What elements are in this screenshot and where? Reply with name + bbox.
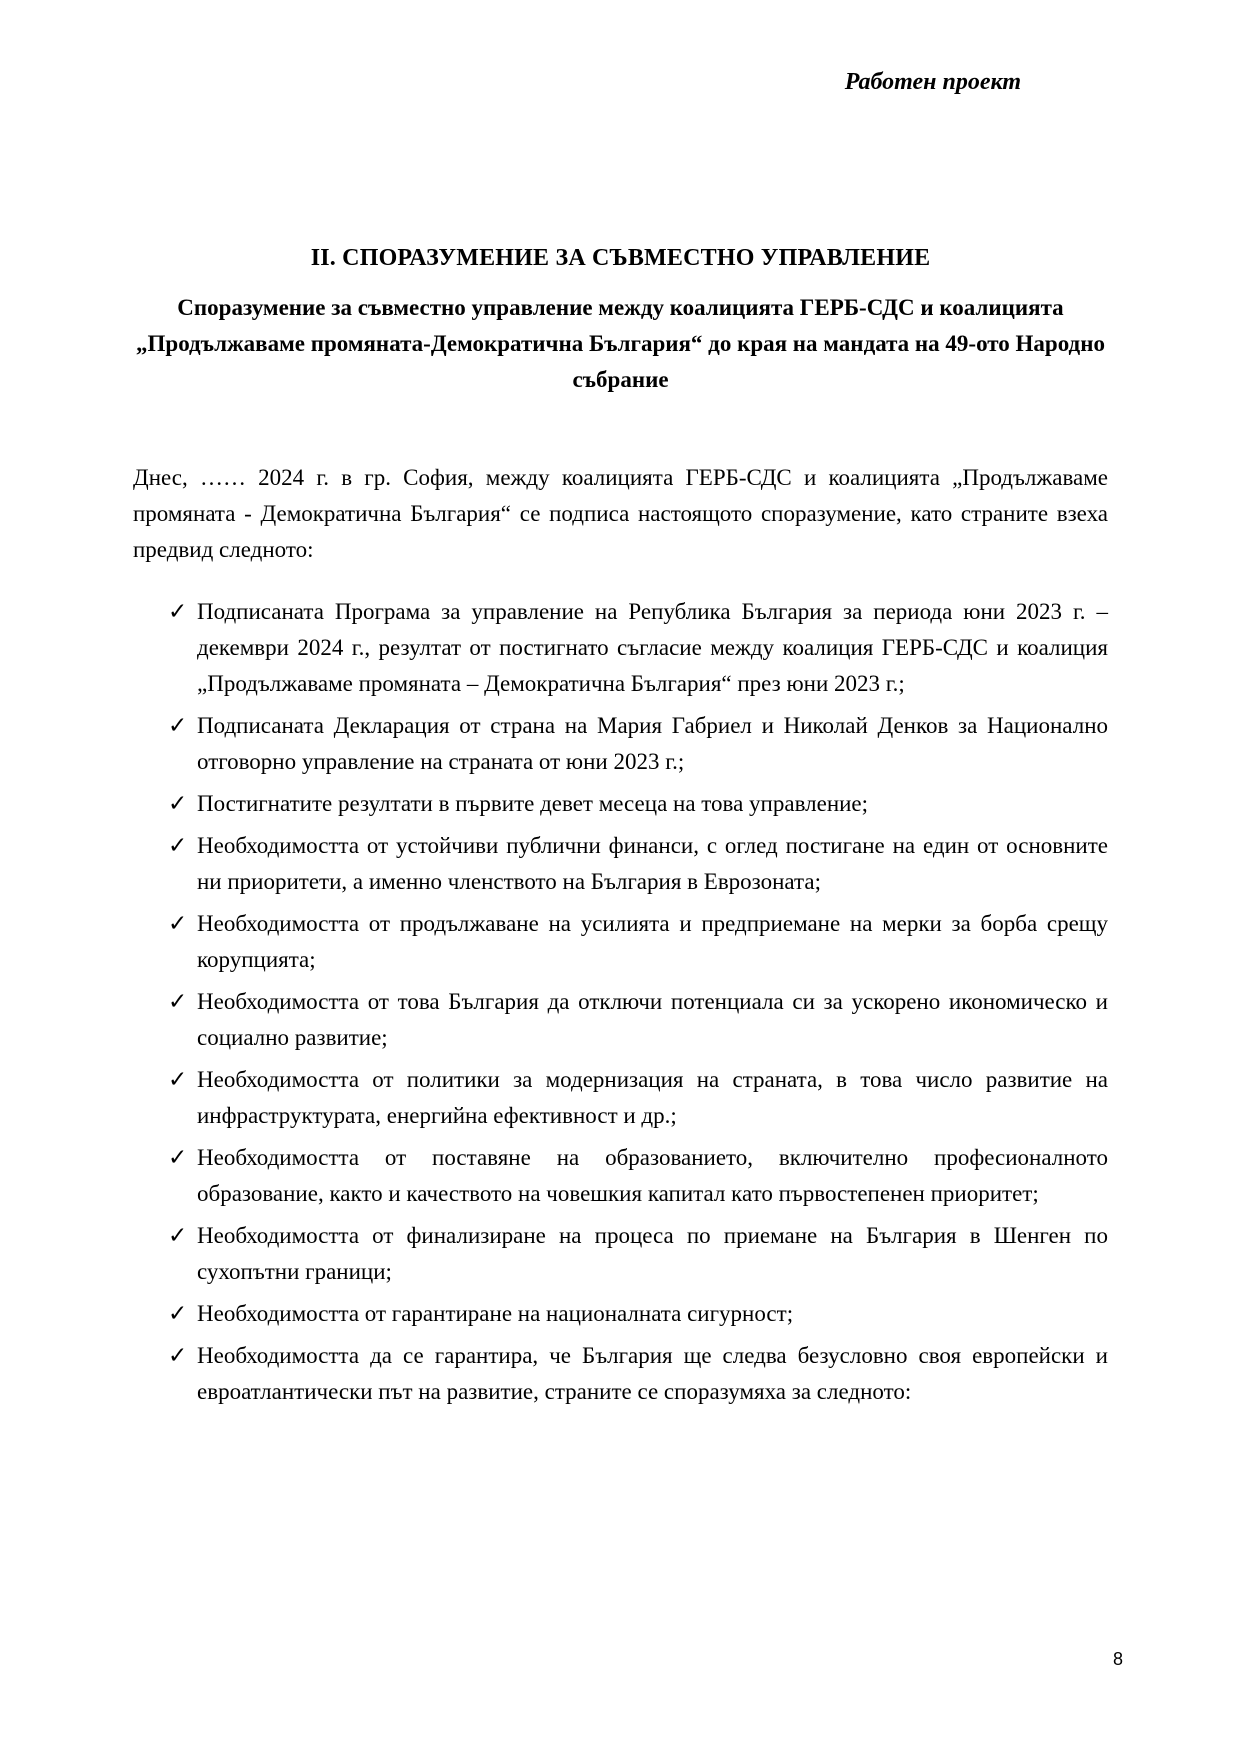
check-icon: ✓ bbox=[168, 911, 188, 938]
list-item bbox=[168, 828, 1108, 900]
list-item bbox=[168, 1140, 1108, 1212]
list-item-text: Необходимостта да се гарантира, че България ще следва безусловно своя европейски и евроатлантически път на развитие, страните се споразумяха за следното: bbox=[197, 1343, 1108, 1405]
list-item-text: Постигнатите резултати в първите девет месеца на това управление; bbox=[197, 791, 869, 817]
check-icon: ✓ bbox=[168, 989, 188, 1016]
list-item-text: Необходимостта от устойчиви публични финанси, с оглед постигане на един от основните ни приоритети, а именно членството на България в Еврозоната; bbox=[197, 833, 1108, 895]
check-icon: ✓ bbox=[168, 1301, 188, 1328]
document-subtitle: Споразумение за съвместно управление между коалицията ГЕРБ-СДС и коалицията „Продължаваме промяната-Демократична България“ до края на мандата на 49-ото Народно събрание bbox=[136, 295, 1105, 393]
check-icon: ✓ bbox=[168, 1343, 188, 1370]
list-item-text: Необходимостта от поставяне на образованието, включително професионалното образование, както и качеството на човешкия капитал като първостепенен приоритет; bbox=[197, 1145, 1108, 1207]
check-icon: ✓ bbox=[168, 1145, 188, 1172]
list-item bbox=[168, 1218, 1108, 1290]
list-item bbox=[168, 594, 1108, 702]
list-item-text: Необходимостта от продължаване на усилията и предприемане на мерки за борба срещу корупцията; bbox=[197, 911, 1108, 973]
list-item bbox=[168, 1338, 1108, 1410]
check-icon: ✓ bbox=[168, 833, 188, 860]
list-item-text: Необходимостта от това България да отключи потенциала си за ускорено икономическо и социално развитие; bbox=[197, 989, 1108, 1051]
document-title: II. СПОРАЗУМЕНИЕ ЗА СЪВМЕСТНО УПРАВЛЕНИЕ bbox=[310, 245, 931, 271]
list-item bbox=[168, 906, 1108, 978]
check-icon: ✓ bbox=[168, 599, 188, 626]
intro-paragraph: Днес, …… 2024 г. в гр. София, между коалицията ГЕРБ-СДС и коалицията „Продължаваме промяната - Демократична България“ се подписа настоящото споразумение, като страните взеха предвид следното: bbox=[133, 465, 1108, 563]
list-item-text: Необходимостта от политики за модернизация на страната, в това число развитие на инфраструктурата, енергийна ефективност и др.; bbox=[197, 1067, 1108, 1129]
check-icon: ✓ bbox=[168, 1223, 188, 1250]
list-item bbox=[168, 708, 1108, 780]
list-item bbox=[168, 1062, 1108, 1134]
list-item-text: Подписаната Декларация от страна на Мария Габриел и Николай Денков за Национално отговорно управление на страната от юни 2023 г.; bbox=[197, 713, 1108, 775]
check-icon: ✓ bbox=[168, 791, 188, 818]
check-icon: ✓ bbox=[168, 713, 188, 740]
list-item-text: Подписаната Програма за управление на Република България за периода юни 2023 г. – декември 2024 г., резултат от постигнато съгласие между коалиция ГЕРБ-СДС и коалиция „Продължаваме промяната – Демократична България“ през юни 2023 г.; bbox=[197, 599, 1108, 697]
list-item bbox=[168, 984, 1108, 1056]
checklist bbox=[133, 594, 1108, 1410]
check-icon: ✓ bbox=[168, 1067, 188, 1094]
list-item-text: Необходимостта от финализиране на процеса по приемане на България в Шенген по сухопътни граници; bbox=[197, 1223, 1108, 1285]
list-item-text: Необходимостта от гарантиране на националната сигурност; bbox=[197, 1301, 794, 1327]
list-item bbox=[168, 1296, 1108, 1332]
list-item bbox=[168, 786, 1108, 822]
draft-label: Работен проект bbox=[844, 69, 1021, 95]
page-number: 8 bbox=[1112, 1649, 1123, 1669]
